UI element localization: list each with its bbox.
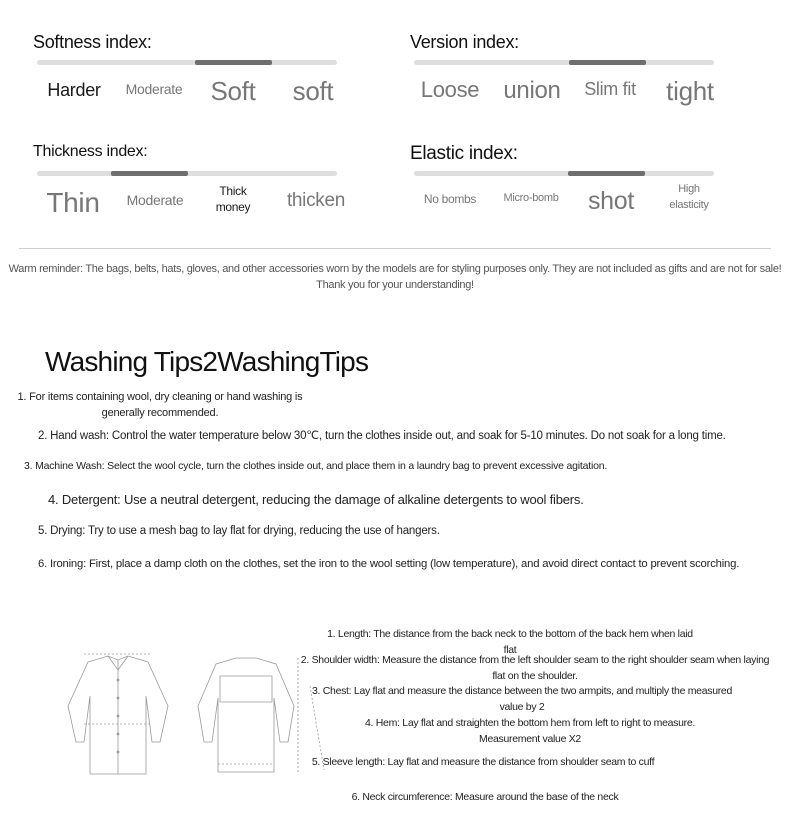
softness-option-moderate: Moderate [125,81,183,97]
version-option-slim-fit: Slim fit [584,79,636,99]
measurement-note-6: 6. Neck circumference: Measure around the base of the neck [351,791,619,803]
elastic-option-high-elasticity: High elasticity [669,183,709,211]
washing-tip-5: 5. Drying: Try to use a mesh bag to lay flat for drying, reducing the use of hangers. [38,525,440,537]
thickness-option-thick-money: Thick money [215,184,251,214]
softness-option-soft: soft [292,76,334,106]
washing-tip-2: 2. Hand wash: Control the water temperature below 30℃, turn the clothes inside out, and soak for 5-10 minutes. Do not soak for a long time. [38,430,726,442]
version-option-union: union [503,77,561,104]
elastic-option-no-bombs: No bombs [423,192,477,206]
version-option-loose: Loose [420,77,480,102]
section-divider [19,248,771,249]
softness-option-soft-selected: Soft [210,76,256,106]
washing-tip-6: 6. Ironing: First, place a damp cloth on the clothes, set the iron to the wool setting (low temperature), and avoid direct contact to prevent scorching. [38,558,740,570]
measurement-note-4: 4. Hem: Lay flat and straighten the bottom hem from left to right to measure. Measurement value X2 [365,717,695,745]
washing-tip-1: 1. For items containing wool, dry cleaning or hand washing is generally recommended. [17,391,303,419]
elastic-option-shot: shot [587,187,635,215]
elastic-option-micro-bomb: Micro-bomb [503,192,559,204]
washing-tip-4: 4. Detergent: Use a neutral detergent, reducing the damage of alkaline detergents to wool fibers. [48,492,584,507]
thickness-option-thin: Thin [46,187,100,218]
washing-tips-title: Washing Tips2WashingTips [45,346,369,377]
softness-index-highlight [195,60,272,65]
softness-option-harder: Harder [47,80,101,100]
shirt-measurement-figure [48,646,328,778]
measurement-note-5: 5. Sleeve length: Lay flat and measure the distance from shoulder seam to cuff [311,756,655,768]
version-index-title: Version index: [410,32,519,52]
softness-index-bar [37,60,337,65]
thickness-index-highlight [111,171,188,176]
thickness-option-moderate: Moderate [126,192,184,208]
softness-index-title: Softness index: [33,32,152,52]
measurement-note-2: 2. Shoulder width: Measure the distance from the left shoulder seam to the right shoulder seam when laying flat on the shoulder. [300,654,770,682]
thickness-option-thicken: thicken [286,190,346,211]
version-option-tight: tight [666,76,714,106]
elastic-index-bar [414,171,714,176]
elastic-index-highlight [568,171,645,176]
measurement-note-1: 1. Length: The distance from the back neck to the bottom of the back hem when laid flat [327,628,693,656]
version-index-bar [414,60,714,65]
thickness-index-title: Thickness index: [33,143,148,160]
washing-tip-3: 3. Machine Wash: Select the wool cycle, turn the clothes inside out, and place them in a laundry bag to prevent excessive agitation. [24,460,608,472]
warm-reminder-text: Warm reminder: The bags, belts, hats, gloves, and other accessories worn by the models are for styling purposes only. They are not included as gifts and are not for sale! Thank you for your understanding! [8,263,782,291]
measurement-note-3: 3. Chest: Lay flat and measure the distance between the two armpits, and multiply the measured value by 2 [311,685,733,713]
version-index-highlight [569,60,646,65]
elastic-index-title: Elastic index: [410,143,518,164]
thickness-index-bar [37,171,337,176]
